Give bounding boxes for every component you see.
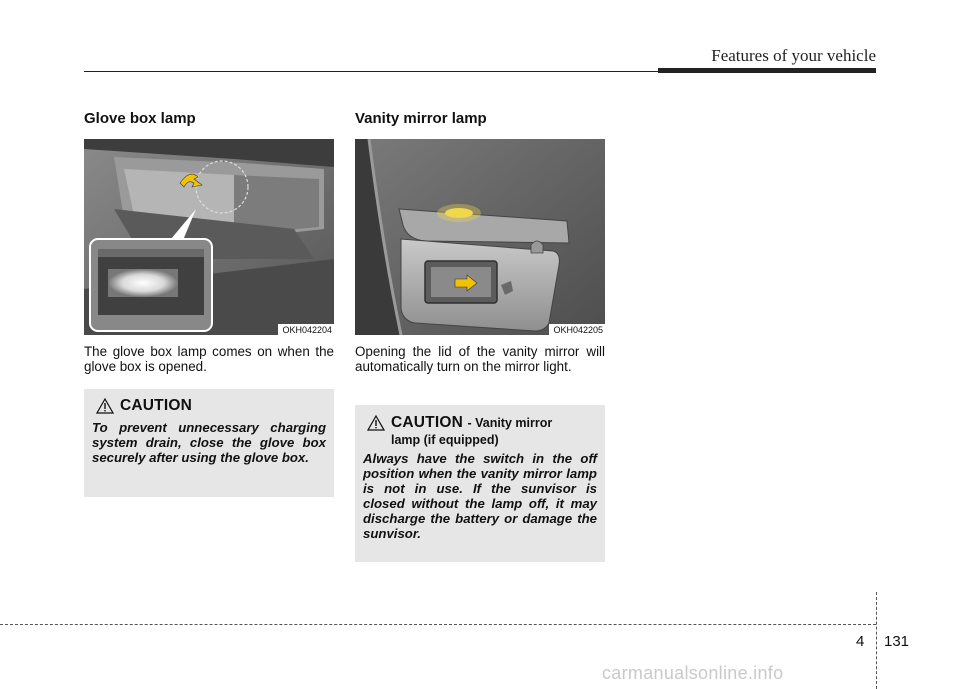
- caution-label: CAUTION: [120, 397, 193, 414]
- warning-triangle-icon: [367, 415, 385, 431]
- header-rule: [84, 71, 660, 72]
- vanity-mirror-title: Vanity mirror lamp: [355, 110, 487, 127]
- vanity-mirror-figure: [355, 139, 605, 335]
- glove-box-title: Glove box lamp: [84, 110, 196, 127]
- caution-box: [355, 405, 605, 562]
- figure-code: OKH042205: [549, 324, 605, 335]
- running-header: Features of your vehicle: [711, 46, 876, 65]
- figure-code: OKH042204: [278, 324, 334, 335]
- caution-text: To prevent unnecessary charging system drain, close the glove box securely after using the glove box.: [92, 420, 326, 465]
- chapter-number: 4: [856, 633, 865, 650]
- caution-text: Always have the switch in the off position when the vanity mirror lamp is not in use. If the sunvisor is closed without the lamp off, it may discharge the battery or damage the sunvisor.: [363, 451, 597, 541]
- glove-box-figure: [84, 139, 334, 335]
- page-number: 131: [884, 633, 910, 650]
- glove-box-body: The glove box lamp comes on when the glove box is opened.: [84, 344, 334, 374]
- caution-subtitle-cont: lamp (if equipped): [391, 433, 499, 447]
- caution-subtitle: - Vanity mirror: [467, 416, 553, 430]
- footer-rule: [0, 624, 876, 625]
- vanity-mirror-body: Opening the lid of the vanity mirror will automatically turn on the mirror light.: [355, 344, 605, 374]
- header-rule-accent: [658, 68, 876, 73]
- warning-triangle-icon: [96, 398, 114, 414]
- vanity-mirror-illustration: [355, 139, 605, 335]
- glove-box-illustration: [84, 139, 334, 335]
- footer-divider: [876, 592, 877, 689]
- caution-label: CAUTION: [391, 414, 464, 431]
- watermark: carmanualsonline.info: [602, 663, 784, 683]
- caution-box: [84, 389, 334, 497]
